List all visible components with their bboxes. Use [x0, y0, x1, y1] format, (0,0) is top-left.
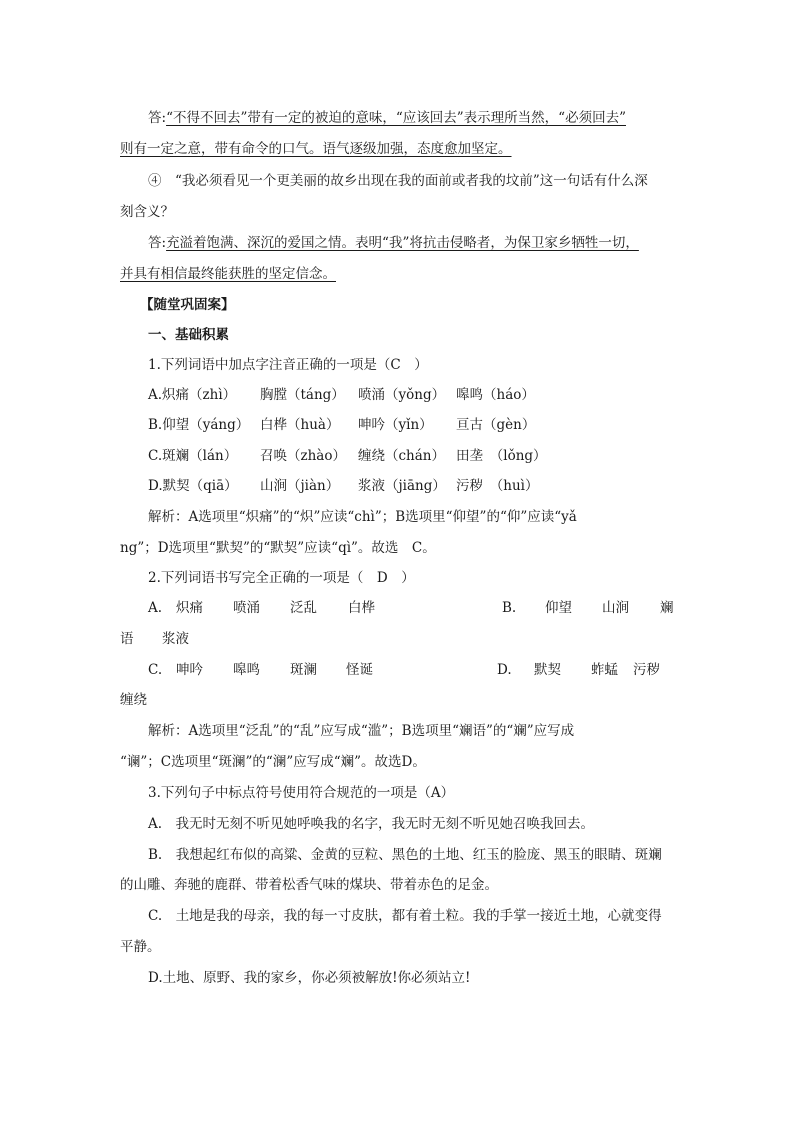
q2-option-c-word: 呻吟 — [176, 662, 203, 678]
q2-option-d-word: 污秽 — [633, 662, 660, 678]
q1-option-b-4: 亘古（gèn） — [456, 417, 536, 433]
q1-option-a-2: 胸膛（táng） — [260, 387, 345, 403]
q1-option-d-3: 浆液（jiāng） — [358, 478, 446, 494]
q3-option-b-line1: B. 我想起红布似的高粱、金黄的豆粒、黑色的土地、红玉的脸庞、黑玉的眼睛、斑斓 — [148, 847, 662, 863]
q2-stem: 2.下列词语书写完全正确的一项是（ D ） — [148, 570, 415, 586]
q2-option-b-label: B. — [502, 600, 517, 616]
q2-analysis-line2: “谰”；C选项里“斑澜”的“澜”应写成“斓”。故选D。 — [120, 754, 426, 770]
q1-option-d-2: 山涧（jiàn） — [260, 478, 340, 494]
q1-analysis-line2: ng”；D选项里“默契”的“默契”应读“qì”。故选 C。 — [120, 540, 436, 556]
q2-option-c-label: C. — [148, 662, 163, 678]
q4-line1: ④ “我必须看见一个更美丽的故乡出现在我的面前或者我的坟前”这一句话有什么深 — [148, 173, 648, 189]
q4-answer-line2: 并具有相信最终能获胜的坚定信念。 — [120, 266, 336, 282]
prev-answer-line1 — [148, 108, 626, 128]
q4-answer-line1 — [148, 233, 639, 253]
q1-option-c-1: C.斑斓（lán） — [148, 448, 238, 464]
q2-option-a-label: A. — [148, 600, 163, 616]
q2-option-b-word: 仰望 — [545, 600, 572, 616]
q2-option-d-label: D. — [497, 662, 512, 678]
answer-label: 答: — [148, 235, 167, 251]
q1-option-a-1: A.炽痛（zhì） — [148, 387, 237, 403]
q1-option-a-4: 嗥鸣（háo） — [456, 387, 535, 403]
q1-option-d-4: 污秽 （huì） — [456, 478, 539, 494]
q2-option-a-word: 白桦 — [348, 600, 375, 616]
section-title: 【随堂巩固案】 — [140, 297, 235, 313]
answer-text: “不得不回去”带有一定的被迫的意味，“应该回去”表示理所当然，“必须回去” — [166, 110, 626, 126]
subsection-title: 一、基础积累 — [148, 327, 229, 343]
q3-option-b-line2: 的山雕、奔驰的鹿群、带着松香气味的煤块、带着赤色的足金。 — [120, 877, 498, 893]
q2-option-c-word: 嗥鸣 — [233, 662, 260, 678]
q1-option-b-3: 呻吟（yǐn） — [358, 417, 433, 433]
q1-option-d-1: D.默契（qiā） — [148, 478, 238, 494]
q4-line2: 刻含义？ — [120, 204, 174, 220]
q3-option-c-line2: 平静。 — [120, 939, 161, 955]
q3-option-c-line1: C. 土地是我的母亲，我的每一寸皮肤，都有着土粒。我的手掌一接近土地，心就变得 — [148, 908, 662, 924]
q3-option-d: D.土地、原野、我的家乡，你必须被解放!你必须站立! — [148, 970, 471, 986]
q3-stem: 3.下列句子中标点符号使用符合规范的一项是（A） — [148, 785, 455, 801]
prev-answer-line2: 则有一定之意，带有命令的口气。语气逐级加强，态度愈加坚定。 — [120, 141, 512, 157]
answer-text: 充溢着饱满、深沉的爱国之情。表明“我”将抗击侵略者，为保卫家乡牺牲一切， — [166, 235, 639, 251]
answer-label: 答: — [148, 110, 167, 126]
q2-option-a-word: 炽痛 — [176, 600, 203, 616]
q1-option-c-2: 召唤（zhào） — [260, 448, 346, 464]
q1-stem: 1.下列词语中加点字注音正确的一项是（C ） — [148, 357, 428, 373]
q2-option-d-word: 蚱蜢 — [591, 662, 618, 678]
q2-option-a-word: 泛乱 — [290, 600, 317, 616]
q1-option-b-1: B.仰望（yáng） — [148, 417, 250, 433]
q2-option-b-word: 山涧 — [602, 600, 629, 616]
q2-option-c-word: 斑澜 — [290, 662, 317, 678]
q1-option-b-2: 白桦（huà） — [260, 417, 340, 433]
q2-option-b-word-wrap: 浆液 — [162, 631, 189, 647]
q2-option-b-word-wrap: 语 — [120, 631, 134, 647]
q1-option-a-3: 喷涌（yǒng） — [358, 387, 446, 403]
q2-analysis-line1: 解析：A选项里“泛乱”的“乱”应写成“滥”；B选项里“斓语”的“斓”应写成 — [148, 723, 575, 739]
q2-option-a-word: 喷涌 — [233, 600, 260, 616]
q1-option-c-3: 缠绕（chán） — [358, 448, 445, 464]
q2-option-b-word: 斓 — [660, 600, 674, 616]
q1-option-c-4: 田垄 （lǒng） — [456, 448, 547, 464]
q2-option-c-word: 怪诞 — [346, 662, 373, 678]
q2-option-d-word: 默契 — [534, 662, 561, 678]
q2-option-d-word-wrap: 缠绕 — [120, 692, 147, 708]
q3-option-a: A. 我无时无刻不听见她呼唤我的名字，我无时无刻不听见她召唤我回去。 — [148, 816, 595, 832]
q1-analysis-line1: 解析：A选项里“炽痛”的“炽”应读“chì”；B选项里“仰望”的“仰”应读“yǎ — [148, 509, 577, 525]
